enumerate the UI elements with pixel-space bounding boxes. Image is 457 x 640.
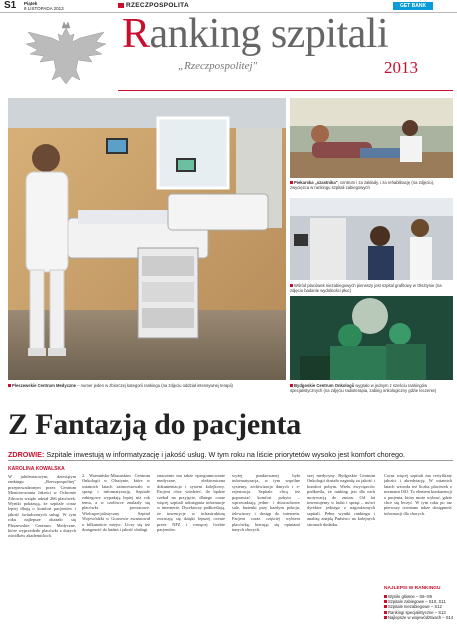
photo-lung-test-caption	[290, 283, 453, 293]
main-photo-caption	[8, 383, 286, 388]
article-column-5: szej medycyny. Bydgoskie Centrum Onkologii dostało nagrodę za jakość i komfort pobytu. Wielu zwycięzców podkreśla, że ranking jest dla nich motywacją do zmian. Od lat inwestujemy w ludzi i sprzęt – mówi dyrektor jednego z nagrodzonych szpitali. Pełne wyniki rankingu i analizę znajdą Państwo na kolejnych stronach dodatku.	[307, 473, 375, 527]
eagle-emblem	[22, 18, 110, 90]
ranking-box-item-text: Szpitale niezabiegowe – S12	[388, 604, 442, 610]
brand-name: RZECZPOSPOLITA	[126, 2, 189, 9]
ranking-box-title: NAJLEPSI W RANKINGU	[384, 586, 441, 591]
photo-oncology	[290, 296, 453, 380]
ranking-box-item-text: Rankingi specjalistyczne – S13	[388, 609, 446, 615]
caption-marker	[290, 384, 293, 387]
deck-label: ZDROWIE:	[8, 450, 45, 459]
photo-oncology-caption	[290, 383, 453, 393]
masthead-subtitle: „Rzeczpospolitej"	[178, 60, 258, 72]
ranking-box-item-text: Szpitale zabiegowe – S10, S11	[388, 599, 446, 605]
article-deck	[8, 450, 405, 459]
bullet-marker	[384, 616, 387, 619]
bullet-marker	[384, 605, 387, 608]
caption-marker	[290, 284, 293, 287]
caption-marker	[290, 181, 293, 184]
bullet-marker	[384, 600, 387, 603]
p2-caption-text: Wśród placówek niezabiegowych pierwszy jest szpital grafitowy w Olsztynie (na zdjęciu badanie wydolności płuc)	[290, 283, 442, 293]
photo-rehabilitation-caption	[290, 180, 453, 190]
article-byline: KAROLINA KOWALSKA	[8, 466, 65, 472]
photo-rehabilitation	[290, 98, 453, 178]
article-column-4: wyżej punktowanej była informatyzacja, w tym wspólne systemy, archiwizacja danych i e-rejestracja. Szpitale chcą też poprawiać komfort pobytu – wprowadzają jedno- i dwuosobowe sale, łazienki przy każdym pokoju, telewizory i dostęp do internetu. Pacjent coraz częściej wybiera placówkę, kierując się opiniami innych chorych.	[232, 473, 300, 533]
issue-date	[24, 1, 64, 11]
sponsor-badge: GET BANK	[393, 2, 433, 10]
ranking-box-item-text: Wyniki główne – S6–S9	[388, 594, 432, 599]
article-column-1: W jubileuszowym, dziesiątym rankingu „Rzeczpospolitej" przeprowadzonym przez Centrum Monitorowania Jakości w Ochronie Zdrowia wzięło udział 266 placówek. Wyniki pokazują, że szpitale coraz lepiej dbają o komfort pacjentów i jakość świadczonych usług. W tym roku najlepsze okazało się Pleszewskie Centrum Medyczne, które wyprzedziło placówki z dużych ośrodków akademickich.	[8, 474, 76, 539]
p3-caption-text: wygrało w jednym z sześciu rankingów specjalistycznych (na zdjęciu radioterapia, zabieg onkologiczny gdzie leczenie)	[290, 383, 437, 393]
caption-marker	[8, 384, 11, 387]
article-column-2: 2. Warmińsko-Mazurskim Centrum Onkologii w Olsztynie, które w ostatnich latach zainwestowało w sprzęt i informatyzację. Szpitale zabiegowe wypadają lepiej niż rok temu, a w czołówce znalazły się placówki powiatowe. Wielospecjalistyczny Szpital Wojewódzki w Gorzowie awansował o kilkanaście miejsc. Liczy się też dostępność do badań i jakość obsługi.	[82, 473, 150, 533]
deck-rule	[8, 460, 453, 461]
p1-caption-bold: Piekarska „szastnika"	[294, 180, 338, 185]
p1-caption-text: , centrum i za zakłady, i za rehabilitację (na zdjęciu), zwycięzca w rankingu szpitali zabiegowych	[290, 180, 435, 190]
issue-day: Piątek	[24, 1, 38, 6]
bullet-marker	[384, 611, 387, 614]
ranking-box-item-text: Najlepsze w województwach – S14	[388, 614, 454, 620]
ranking-box-item	[384, 615, 454, 620]
article-column-6: Coraz więcej szpitali ma certyfikaty jakości i akredytację. W ostatnich latach wzrosła też liczba placówek z normami ISO. To element konkurencji o pacjenta, który może wybrać, gdzie chce się leczyć. W tym roku po raz pierwszy oceniano także dostępność informacji dla chorych.	[384, 473, 452, 516]
eagle-icon	[22, 18, 110, 90]
masthead-title-rest: anking szpitali	[149, 11, 389, 57]
deck-text: Szpitale inwestują w informatyzację i jakość usług. W tym roku na liście priorytetów wysoko jest komfort chorego.	[44, 450, 406, 459]
main-photo	[8, 98, 286, 380]
photo-lung-test	[290, 198, 453, 280]
masthead-title-initial: R	[122, 11, 150, 57]
ranking-box	[384, 586, 454, 620]
main-caption-text: – numer jeden w zbiorczej kategorii rankingu (na zdjęciu oddział intensywnej terapii)	[76, 383, 233, 388]
article-column-3: znaczenie ma także oprogramowanie medyczne, elektroniczna dokumentacja i system kolejkowy. Pacjent chce wiedzieć, ile będzie czekał na przyjęcie, dlatego coraz więcej szpitali udostępnia informacje w internecie. Dyrektorzy podkreślają, że inwestycje w infrastrukturę zwracają się dzięki lepszej ocenie przez NFZ i rosnącej liczbie pacjentów.	[157, 473, 225, 533]
masthead-rule	[118, 90, 453, 91]
article-headline: Z Fantazją do pacjenta	[8, 408, 302, 441]
brand-logo-mark	[118, 3, 124, 8]
issue-date-text: 8 LISTOPADA 2013	[24, 6, 64, 11]
masthead-year: 2013	[384, 58, 418, 77]
main-caption-bold: Pleszewskie Centrum Medyczne	[12, 383, 77, 388]
p3-caption-bold: Bydgoskie Centrum Onkologii	[294, 383, 355, 388]
brand-logo	[118, 2, 189, 9]
page-number: S1	[4, 0, 17, 11]
masthead-title	[122, 10, 388, 58]
bullet-marker	[384, 595, 387, 598]
